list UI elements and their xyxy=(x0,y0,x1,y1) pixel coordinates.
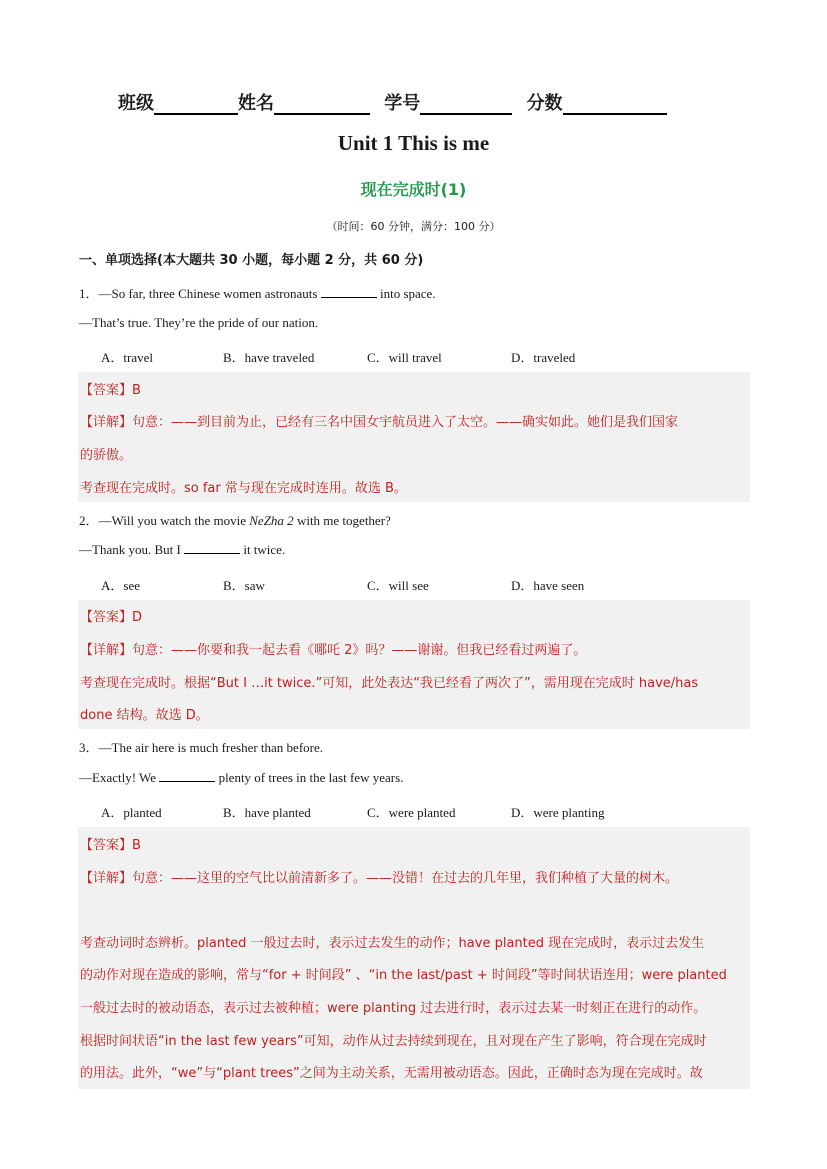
question-3-reply xyxy=(79,770,403,786)
q3-option-d[interactable]: D．were planting xyxy=(511,805,605,820)
q3-answer: 【答案】B xyxy=(80,838,141,853)
q2-reply-b: it twice. xyxy=(240,542,286,557)
q1-option-b[interactable]: B．have traveled xyxy=(223,350,315,365)
q2-option-c[interactable]: C．will see xyxy=(367,578,429,593)
q3-reply-a: —Exactly! We xyxy=(79,770,160,785)
student-id-blank[interactable] xyxy=(420,93,512,115)
page-title: Unit 1 This is me xyxy=(337,131,490,155)
q1-option-c[interactable]: C．will travel xyxy=(367,350,442,365)
q2-detail-3: done 结构。故选 D。 xyxy=(80,708,209,723)
q2-option-d[interactable]: D．have seen xyxy=(511,578,585,593)
q3-option-c[interactable]: C．were planted xyxy=(367,805,456,820)
q1-detail-1: 【详解】句意：——到目前为止，已经有三名中国女宇航员进入了太空。——确实如此。她们是我们国家 xyxy=(80,415,679,430)
student-info-row xyxy=(118,89,718,115)
q1-option-a[interactable]: A．travel xyxy=(101,350,153,365)
q2-option-a[interactable]: A．see xyxy=(101,578,140,593)
question-1-stem xyxy=(79,283,436,302)
q3-reply-b: plenty of trees in the last few years. xyxy=(215,770,404,785)
q2-reply-a: —Thank you. But I xyxy=(79,542,185,557)
q2-answer: 【答案】D xyxy=(80,610,143,625)
q1-blank xyxy=(321,286,377,298)
q3-detail-4: 一般过去时的被动语态，表示过去被种植；were planting 过去进行时，表示过去某一时刻正在进行的动作。 xyxy=(80,1001,707,1016)
section-heading: 一、单项选择(本大题共 30 小题，每小题 2 分，共 60 分) xyxy=(79,253,424,268)
q2-text-a: 2．—Will you watch the movie xyxy=(79,513,250,528)
class-blank[interactable] xyxy=(154,93,238,115)
page-subtitle: 现在完成时(1) xyxy=(360,180,467,199)
q1-detail-2: 的骄傲。 xyxy=(80,448,133,463)
question-3-stem: 3．—The air here is much fresher than before. xyxy=(79,740,324,755)
q2-detail-2: 考查现在完成时。根据“But I …it twice.”可知，此处表达“我已经看了两次了”，需用现在完成时 have/has xyxy=(80,676,699,691)
q3-detail-2: 考查动词时态辨析。planted 一般过去时，表示过去发生的动作；have planted 现在完成时，表示过去发生 xyxy=(80,936,705,951)
class-label: 班级 xyxy=(118,93,154,114)
q2-detail-1: 【详解】句意：——你要和我一起去看《哪吒 2》吗？——谢谢。但我已经看过两遍了。 xyxy=(80,643,587,658)
name-label: 姓名 xyxy=(238,93,274,114)
q2-blank xyxy=(184,542,240,554)
q1-text-b: into space. xyxy=(376,286,436,301)
q2-option-b[interactable]: B．saw xyxy=(223,578,265,593)
name-blank[interactable] xyxy=(274,93,370,115)
q3-option-b[interactable]: B．have planted xyxy=(223,805,311,820)
question-2-reply xyxy=(79,542,285,558)
score-blank[interactable] xyxy=(563,93,667,115)
q1-option-d[interactable]: D．traveled xyxy=(511,350,576,365)
q2-movie-title: NeZha 2 xyxy=(249,513,294,528)
time-note: （时间：60 分钟，满分：100 分） xyxy=(326,220,501,233)
q3-detail-1: 【详解】句意：——这里的空气比以前清新多了。——没错！在过去的几年里，我们种植了大量的树木。 xyxy=(80,871,679,886)
q3-detail-3: 的动作对现在造成的影响，常与“for + 时间段” 、“in the last/past + 时间段”等时间状语连用；were planted xyxy=(80,968,727,983)
score-label: 分数 xyxy=(526,93,563,114)
q1-answer: 【答案】B xyxy=(80,383,141,398)
q3-option-a[interactable]: A．planted xyxy=(101,805,162,820)
student-id-label: 学号 xyxy=(384,93,421,114)
q1-detail-3: 考查现在完成时。so far 常与现在完成时连用。故选 B。 xyxy=(80,481,407,496)
q2-text-b: with me together? xyxy=(293,513,391,528)
q3-detail-5: 根据时间状语“in the last few years”可知，动作从过去持续到现在，且对现在产生了影响，符合现在完成时 xyxy=(80,1034,707,1049)
q3-detail-6: 的用法。此外，“we”与“plant trees”之间为主动关系，无需用被动语态。因此，正确时态为现在完成时。故 xyxy=(80,1066,703,1081)
question-2-stem xyxy=(79,510,391,529)
q3-blank xyxy=(159,770,215,782)
q1-text-a: 1．—So far, three Chinese women astronauts xyxy=(79,286,321,301)
question-1-reply: —That’s true. They’re the pride of our nation. xyxy=(79,315,319,330)
